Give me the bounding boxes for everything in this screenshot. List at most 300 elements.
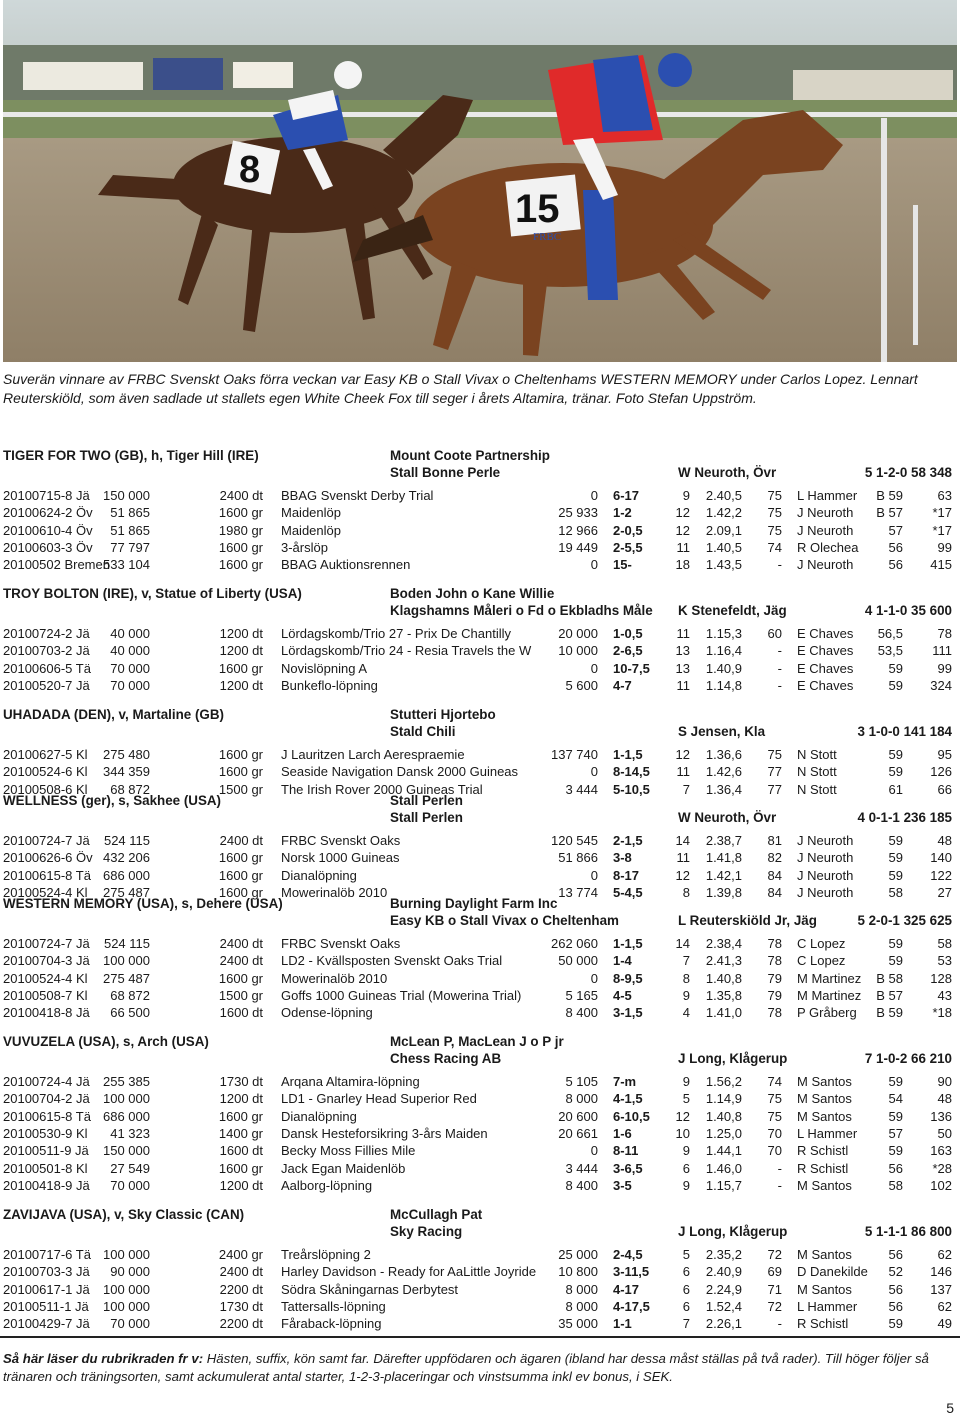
distance-surface: 1600 gr bbox=[218, 1108, 263, 1124]
odds: 140 bbox=[930, 850, 952, 866]
race-name: Mowerinalöb 2010 bbox=[281, 884, 388, 900]
prize-sum: 40 000 bbox=[110, 643, 150, 659]
odds: 146 bbox=[930, 1264, 952, 1280]
placing-odds: 5-4,5 bbox=[613, 884, 643, 900]
race-result-row bbox=[0, 850, 960, 867]
time: 2.35,2 bbox=[705, 1247, 742, 1262]
placing-odds: 8-14,5 bbox=[613, 764, 650, 780]
jockey: M Santos bbox=[797, 1281, 852, 1297]
race-result-row bbox=[0, 988, 960, 1005]
prize-sum: 40 000 bbox=[110, 626, 150, 641]
placing-odds: 6-17 bbox=[613, 488, 640, 503]
odds: *28 bbox=[932, 1160, 952, 1176]
odds: *17 bbox=[932, 505, 952, 521]
field-size: 9 bbox=[682, 1177, 690, 1193]
owner-name: Easy KB o Stall Vivax o Cheltenham bbox=[390, 913, 619, 928]
race-result-row bbox=[0, 1161, 960, 1178]
weight: B 57 bbox=[876, 505, 903, 521]
time: 1.15,7 bbox=[705, 1177, 742, 1193]
earnings: 51 866 bbox=[558, 850, 598, 866]
rating: 71 bbox=[767, 1281, 782, 1297]
rating: - bbox=[777, 1316, 782, 1332]
field-size: 8 bbox=[682, 970, 690, 986]
saddle-number-right: 15 bbox=[515, 187, 560, 231]
earnings: 0 bbox=[590, 488, 598, 503]
rating: 60 bbox=[767, 626, 782, 641]
prize-sum: 686 000 bbox=[103, 867, 150, 883]
prize-sum: 275 487 bbox=[103, 970, 150, 986]
field-size: 8 bbox=[682, 884, 690, 900]
time: 1.42,1 bbox=[705, 867, 742, 883]
race-name: Maidenlöp bbox=[281, 505, 341, 521]
field-size: 7 bbox=[682, 953, 690, 969]
placing-odds: 3-6,5 bbox=[613, 1160, 643, 1176]
race-date-track: 20100610-4 Öv bbox=[3, 522, 93, 538]
earnings: 8 000 bbox=[565, 1298, 598, 1314]
jockey: J Neuroth bbox=[797, 833, 854, 848]
race-name: Jack Egan Maidenlöb bbox=[281, 1160, 406, 1176]
placing-odds: 1-6 bbox=[613, 1125, 632, 1141]
weight: B 59 bbox=[876, 1005, 903, 1021]
odds: 62 bbox=[937, 1298, 952, 1314]
career-record: 5 1-1-1 86 800 bbox=[864, 1224, 952, 1239]
field-size: 5 bbox=[682, 1247, 690, 1262]
prize-sum: 70 000 bbox=[110, 660, 150, 676]
field-size: 6 bbox=[682, 1281, 690, 1297]
prize-sum: 41 323 bbox=[110, 1125, 150, 1141]
rating: 77 bbox=[767, 781, 782, 797]
earnings: 35 000 bbox=[558, 1316, 598, 1332]
race-name: LD2 - Kvällsposten Svenskt Oaks Trial bbox=[281, 953, 503, 969]
race-result-row bbox=[0, 678, 960, 695]
race-date-track: 20100524-4 Kl bbox=[3, 884, 88, 900]
time: 1.43,5 bbox=[705, 557, 742, 573]
race-name: 3-årslöp bbox=[281, 539, 328, 555]
rating: - bbox=[777, 660, 782, 676]
field-size: 14 bbox=[675, 936, 690, 951]
time: 1.40,9 bbox=[705, 660, 742, 676]
career-record: 5 1-2-0 58 348 bbox=[864, 465, 952, 480]
weight: B 58 bbox=[876, 970, 903, 986]
earnings: 120 545 bbox=[551, 833, 598, 848]
jockey: E Chaves bbox=[797, 643, 854, 659]
distance-surface: 1600 dt bbox=[219, 1143, 263, 1159]
race-date-track: 20100717-6 Tä bbox=[3, 1247, 91, 1262]
prize-sum: 533 104 bbox=[103, 557, 150, 573]
race-result-row bbox=[0, 1091, 960, 1108]
distance-surface: 1500 gr bbox=[218, 987, 263, 1003]
time: 1.41,8 bbox=[705, 850, 742, 866]
jockey: E Chaves bbox=[797, 677, 854, 693]
placing-odds: 2-4,5 bbox=[613, 1247, 643, 1262]
race-result-row bbox=[0, 557, 960, 574]
race-name: Fåraback-löpning bbox=[281, 1316, 382, 1332]
photo-caption: Suverän vinnare av FRBC Svenskt Oaks förra veckan var Easy KB o Stall Vivax o Cheltenhams WESTERN MEMORY under Carlos Lopez. Lennart Reuterskiöld, som även sadlade ut stallets egen White Cheek Fox till seger i årets Altamira, tränar. Foto Stefan Uppström. bbox=[3, 371, 918, 406]
rating: 78 bbox=[767, 936, 782, 951]
field-size: 13 bbox=[675, 660, 690, 676]
horse-name: UHADADA (DEN), v, Martaline (GB) bbox=[3, 707, 224, 722]
race-date-track: 20100615-8 Tä bbox=[3, 867, 91, 883]
placing-odds: 3-5 bbox=[613, 1177, 632, 1193]
earnings: 10 000 bbox=[558, 643, 598, 659]
race-result-row bbox=[0, 523, 960, 540]
rating: 72 bbox=[767, 1247, 782, 1262]
entry-header bbox=[0, 707, 960, 741]
odds: 90 bbox=[937, 1074, 952, 1089]
time: 2.38,7 bbox=[705, 833, 742, 848]
race-date-track: 20100530-9 Kl bbox=[3, 1125, 88, 1141]
time: 1.39,8 bbox=[705, 884, 742, 900]
prize-sum: 27 549 bbox=[110, 1160, 150, 1176]
weight: 58 bbox=[888, 1177, 903, 1193]
weight: 59 bbox=[888, 677, 903, 693]
distance-surface: 1600 gr bbox=[218, 867, 263, 883]
jockey: R Schistl bbox=[797, 1316, 849, 1332]
jockey: N Stott bbox=[797, 764, 837, 780]
weight: 56 bbox=[888, 539, 903, 555]
odds: 128 bbox=[930, 970, 952, 986]
owner-name: Stall Bonne Perle bbox=[390, 465, 501, 480]
time: 1.14,8 bbox=[705, 677, 742, 693]
rating: 74 bbox=[767, 1074, 782, 1089]
earnings: 20 000 bbox=[558, 626, 598, 641]
race-date-track: 20100418-9 Jä bbox=[3, 1177, 90, 1193]
field-size: 12 bbox=[675, 522, 690, 538]
time: 1.40,8 bbox=[705, 1108, 742, 1124]
trainer-name: J Long, Klågerup bbox=[678, 1051, 788, 1066]
distance-surface: 1200 dt bbox=[219, 1091, 263, 1107]
entry-header bbox=[0, 586, 960, 620]
race-date-track: 20100724-2 Jä bbox=[3, 626, 90, 641]
weight: 54 bbox=[888, 1091, 903, 1107]
time: 1.44,1 bbox=[705, 1143, 742, 1159]
distance-surface: 1600 dt bbox=[219, 1005, 263, 1021]
trainer-name: K Stenefeldt, Jäg bbox=[678, 603, 787, 618]
prize-sum: 686 000 bbox=[103, 1108, 150, 1124]
rating: 78 bbox=[767, 1005, 782, 1021]
trainer-name: W Neuroth, Övr bbox=[678, 810, 777, 825]
jockey: M Santos bbox=[797, 1247, 852, 1262]
jockey: N Stott bbox=[797, 781, 837, 797]
race-date-track: 20100615-8 Tä bbox=[3, 1108, 91, 1124]
placing-odds: 1-4 bbox=[613, 953, 632, 969]
race-result-row bbox=[0, 488, 960, 505]
weight: 59 bbox=[888, 747, 903, 762]
race-date-track: 20100703-2 Jä bbox=[3, 643, 90, 659]
rating: 69 bbox=[767, 1264, 782, 1280]
earnings: 3 444 bbox=[565, 1160, 598, 1176]
rating: 75 bbox=[767, 747, 782, 762]
distance-surface: 1200 dt bbox=[219, 626, 263, 641]
rating: 75 bbox=[767, 1108, 782, 1124]
odds: 78 bbox=[937, 626, 952, 641]
field-size: 12 bbox=[675, 747, 690, 762]
earnings: 0 bbox=[590, 557, 598, 573]
jockey: M Martinez bbox=[797, 987, 862, 1003]
field-size: 11 bbox=[676, 677, 690, 693]
jockey: E Chaves bbox=[797, 626, 854, 641]
rating: 72 bbox=[767, 1298, 782, 1314]
time: 2.38,4 bbox=[705, 936, 742, 951]
race-result-row bbox=[0, 971, 960, 988]
field-size: 9 bbox=[682, 1074, 690, 1089]
rating: - bbox=[777, 643, 782, 659]
distance-surface: 1600 gr bbox=[218, 1160, 263, 1176]
race-result-row bbox=[0, 1126, 960, 1143]
race-date-track: 20100626-6 Öv bbox=[3, 850, 93, 866]
distance-surface: 2400 dt bbox=[219, 936, 263, 951]
time: 1.15,3 bbox=[705, 626, 742, 641]
prize-sum: 66 500 bbox=[110, 1005, 150, 1021]
time: 1.25,0 bbox=[705, 1125, 742, 1141]
race-name: Dianalöpning bbox=[281, 867, 357, 883]
jockey: R Olechea bbox=[797, 539, 859, 555]
prize-sum: 524 115 bbox=[103, 936, 150, 951]
jockey: J Neuroth bbox=[797, 850, 854, 866]
earnings: 0 bbox=[590, 660, 598, 676]
odds: 99 bbox=[937, 660, 952, 676]
owner-name: Klagshamns Måleri o Fd o Ekbladhs Måle bbox=[390, 603, 653, 618]
race-result-row bbox=[0, 661, 960, 678]
field-size: 12 bbox=[675, 867, 690, 883]
race-date-track: 20100724-7 Jä bbox=[3, 936, 90, 951]
race-name: Dianalöpning bbox=[281, 1108, 357, 1124]
race-result-row bbox=[0, 764, 960, 781]
race-name: Novislöpning A bbox=[281, 660, 367, 676]
field-size: 11 bbox=[676, 850, 690, 866]
horse-name: ZAVIJAVA (USA), v, Sky Classic (CAN) bbox=[3, 1207, 245, 1222]
rating: - bbox=[777, 1177, 782, 1193]
jockey: C Lopez bbox=[797, 953, 846, 969]
placing-odds: 1-0,5 bbox=[613, 626, 643, 641]
earnings: 8 000 bbox=[565, 1281, 598, 1297]
race-name: BBAG Svenskt Derby Trial bbox=[281, 488, 434, 503]
placing-odds: 15- bbox=[613, 557, 632, 573]
time: 2.09,1 bbox=[705, 522, 742, 538]
race-name: Lördagskomb/Trio 27 - Prix De Chantilly bbox=[281, 626, 511, 641]
race-date-track: 20100501-8 Kl bbox=[3, 1160, 88, 1176]
rating: 74 bbox=[767, 539, 782, 555]
race-result-row bbox=[0, 833, 960, 850]
earnings: 262 060 bbox=[551, 936, 598, 951]
placing-odds: 10-7,5 bbox=[613, 660, 650, 676]
horse-name: TROY BOLTON (IRE), v, Statue of Liberty (USA) bbox=[3, 586, 302, 601]
earnings: 13 774 bbox=[558, 884, 598, 900]
race-result-row bbox=[0, 626, 960, 643]
race-result-row bbox=[0, 868, 960, 885]
field-size: 11 bbox=[676, 626, 690, 641]
earnings: 8 400 bbox=[565, 1005, 598, 1021]
field-size: 18 bbox=[675, 557, 690, 573]
race-result-row bbox=[0, 1282, 960, 1299]
prize-sum: 150 000 bbox=[103, 488, 150, 503]
time: 1.36,6 bbox=[705, 747, 742, 762]
entry-header bbox=[0, 448, 960, 482]
race-date-track: 20100603-3 Öv bbox=[3, 539, 93, 555]
placing-odds: 3-8 bbox=[613, 850, 632, 866]
time: 1.42,2 bbox=[705, 505, 742, 521]
time: 2.24,9 bbox=[705, 1281, 742, 1297]
time: 1.52,4 bbox=[705, 1298, 742, 1314]
race-result-row bbox=[0, 953, 960, 970]
distance-surface: 2200 dt bbox=[219, 1316, 263, 1332]
distance-surface: 2400 gr bbox=[218, 1247, 263, 1262]
time: 2.40,9 bbox=[705, 1264, 742, 1280]
rating: 79 bbox=[767, 987, 782, 1003]
placing-odds: 8-9,5 bbox=[613, 970, 643, 986]
distance-surface: 2400 dt bbox=[219, 488, 263, 503]
field-size: 9 bbox=[682, 987, 690, 1003]
race-date-track: 20100511-1 Jä bbox=[3, 1298, 89, 1314]
race-result-row bbox=[0, 1264, 960, 1281]
odds: 137 bbox=[930, 1281, 952, 1297]
distance-surface: 2400 dt bbox=[219, 833, 263, 848]
weight: 59 bbox=[888, 833, 903, 848]
distance-surface: 2200 dt bbox=[219, 1281, 263, 1297]
race-name: Mowerinalöb 2010 bbox=[281, 970, 388, 986]
race-result-row bbox=[0, 643, 960, 660]
weight: 59 bbox=[888, 1316, 903, 1332]
race-date-track: 20100724-7 Jä bbox=[3, 833, 90, 848]
race-name: Becky Moss Fillies Mile bbox=[281, 1143, 416, 1159]
race-date-track: 20100617-1 Jä bbox=[3, 1281, 90, 1297]
prize-sum: 100 000 bbox=[103, 953, 150, 969]
earnings: 5 105 bbox=[565, 1074, 598, 1089]
prize-sum: 432 206 bbox=[103, 850, 150, 866]
jockey: J Neuroth bbox=[797, 884, 854, 900]
distance-surface: 1600 gr bbox=[218, 539, 263, 555]
time: 1.56,2 bbox=[705, 1074, 742, 1089]
prize-sum: 90 000 bbox=[110, 1264, 150, 1280]
race-name: Treårslöpning 2 bbox=[281, 1247, 371, 1262]
trainer-name: L Reuterskiöld Jr, Jäg bbox=[678, 913, 817, 928]
race-date-track: 20100624-2 Öv bbox=[3, 505, 93, 521]
earnings: 0 bbox=[590, 970, 598, 986]
race-name: Norsk 1000 Guineas bbox=[281, 850, 400, 866]
race-result-row bbox=[0, 540, 960, 557]
saddle-cloth-text: FRBC bbox=[533, 231, 562, 243]
race-name: Arqana Altamira-löpning bbox=[281, 1074, 420, 1089]
field-size: 4 bbox=[682, 1005, 690, 1021]
race-result-row bbox=[0, 1247, 960, 1264]
trainer-name: J Long, Klågerup bbox=[678, 1224, 788, 1239]
earnings: 0 bbox=[590, 867, 598, 883]
odds: 126 bbox=[930, 764, 952, 780]
prize-sum: 68 872 bbox=[110, 987, 150, 1003]
weight: 59 bbox=[888, 936, 903, 951]
field-size: 9 bbox=[682, 1143, 690, 1159]
race-result-row bbox=[0, 1005, 960, 1022]
prize-sum: 70 000 bbox=[110, 1316, 150, 1332]
race-date-track: 20100627-5 Kl bbox=[3, 747, 88, 762]
prize-sum: 255 385 bbox=[103, 1074, 150, 1089]
weight: 58 bbox=[888, 884, 903, 900]
jockey: R Schistl bbox=[797, 1143, 849, 1159]
weight: 59 bbox=[888, 850, 903, 866]
field-size: 11 bbox=[676, 539, 690, 555]
time: 2.41,3 bbox=[705, 953, 742, 969]
distance-surface: 1400 gr bbox=[218, 1125, 263, 1141]
weight: 52 bbox=[888, 1264, 903, 1280]
prize-sum: 51 865 bbox=[110, 522, 150, 538]
weight: B 59 bbox=[876, 488, 903, 503]
jockey: M Santos bbox=[797, 1074, 852, 1089]
race-name: Bunkeflo-löpning bbox=[281, 677, 378, 693]
page-number: 5 bbox=[946, 1400, 954, 1416]
prize-sum: 100 000 bbox=[103, 1281, 150, 1297]
distance-surface: 1500 gr bbox=[218, 781, 263, 797]
odds: 415 bbox=[930, 557, 952, 573]
rating: 70 bbox=[767, 1125, 782, 1141]
jockey: L Hammer bbox=[797, 1298, 858, 1314]
field-size: 6 bbox=[682, 1160, 690, 1176]
odds: 63 bbox=[937, 488, 952, 503]
career-record: 4 1-1-0 35 600 bbox=[864, 603, 952, 618]
earnings: 25 000 bbox=[558, 1247, 598, 1262]
reading-guide-text: Hästen, suffix, kön samt far. Därefter uppfödaren och ägaren (ibland har dessa måst ställas på två rader). Till höger följer så tränaren och träningsorten, samt ackumulerat antal starter, 1-2-3-placeringar och vinstsumma inkl ev bonus, i SEK. bbox=[3, 1351, 929, 1384]
distance-surface: 1200 dt bbox=[219, 677, 263, 693]
race-result-row bbox=[0, 936, 960, 953]
rating: 75 bbox=[767, 505, 782, 521]
time: 1.41,0 bbox=[705, 1005, 742, 1021]
placing-odds: 4-17,5 bbox=[613, 1298, 650, 1314]
breeder-name: Stutteri Hjortebo bbox=[390, 707, 496, 722]
placing-odds: 4-7 bbox=[613, 677, 632, 693]
time: 1.14,9 bbox=[705, 1091, 742, 1107]
race-name: Dansk Hesteforsikring 3-års Maiden bbox=[281, 1125, 488, 1141]
field-size: 10 bbox=[675, 1125, 690, 1141]
odds: 48 bbox=[937, 1091, 952, 1107]
time: 1.46,0 bbox=[705, 1160, 742, 1176]
odds: 62 bbox=[937, 1247, 952, 1262]
owner-name: Stald Chili bbox=[390, 724, 456, 739]
distance-surface: 1600 gr bbox=[218, 747, 263, 762]
race-name: Odense-löpning bbox=[281, 1005, 373, 1021]
weight: 57 bbox=[888, 522, 903, 538]
placing-odds: 1-2 bbox=[613, 505, 632, 521]
race-date-track: 20100508-6 Kl bbox=[3, 781, 88, 797]
placing-odds: 4-17 bbox=[613, 1281, 640, 1297]
odds: 102 bbox=[930, 1177, 952, 1193]
placing-odds: 2-0,5 bbox=[613, 522, 643, 538]
jockey: E Chaves bbox=[797, 660, 854, 676]
field-size: 13 bbox=[675, 643, 690, 659]
weight: 53,5 bbox=[877, 643, 903, 659]
trainer-name: S Jensen, Kla bbox=[678, 724, 766, 739]
weight: 59 bbox=[888, 953, 903, 969]
race-result-row bbox=[0, 1143, 960, 1160]
earnings: 20 661 bbox=[558, 1125, 598, 1141]
breeder-name: Burning Daylight Farm Inc bbox=[390, 896, 558, 911]
distance-surface: 1600 gr bbox=[218, 764, 263, 780]
race-result-row bbox=[0, 747, 960, 764]
odds: *17 bbox=[932, 522, 952, 538]
odds: 136 bbox=[930, 1108, 952, 1124]
race-result-row bbox=[0, 505, 960, 522]
rating: 78 bbox=[767, 953, 782, 969]
jockey: N Stott bbox=[797, 747, 837, 762]
placing-odds: 1-1,5 bbox=[613, 936, 643, 951]
distance-surface: 1980 gr bbox=[218, 522, 263, 538]
race-date-track: 20100502 Bremen bbox=[3, 557, 110, 573]
race-name: Seaside Navigation Dansk 2000 Guineas bbox=[281, 764, 519, 780]
weight: 56 bbox=[888, 1160, 903, 1176]
race-name: BBAG Auktionsrennen bbox=[281, 557, 411, 573]
placing-odds: 2-1,5 bbox=[613, 833, 643, 848]
distance-surface: 1730 dt bbox=[219, 1074, 263, 1089]
earnings: 12 966 bbox=[558, 522, 598, 538]
race-name: The Irish Rover 2000 Guineas Trial bbox=[281, 781, 483, 797]
